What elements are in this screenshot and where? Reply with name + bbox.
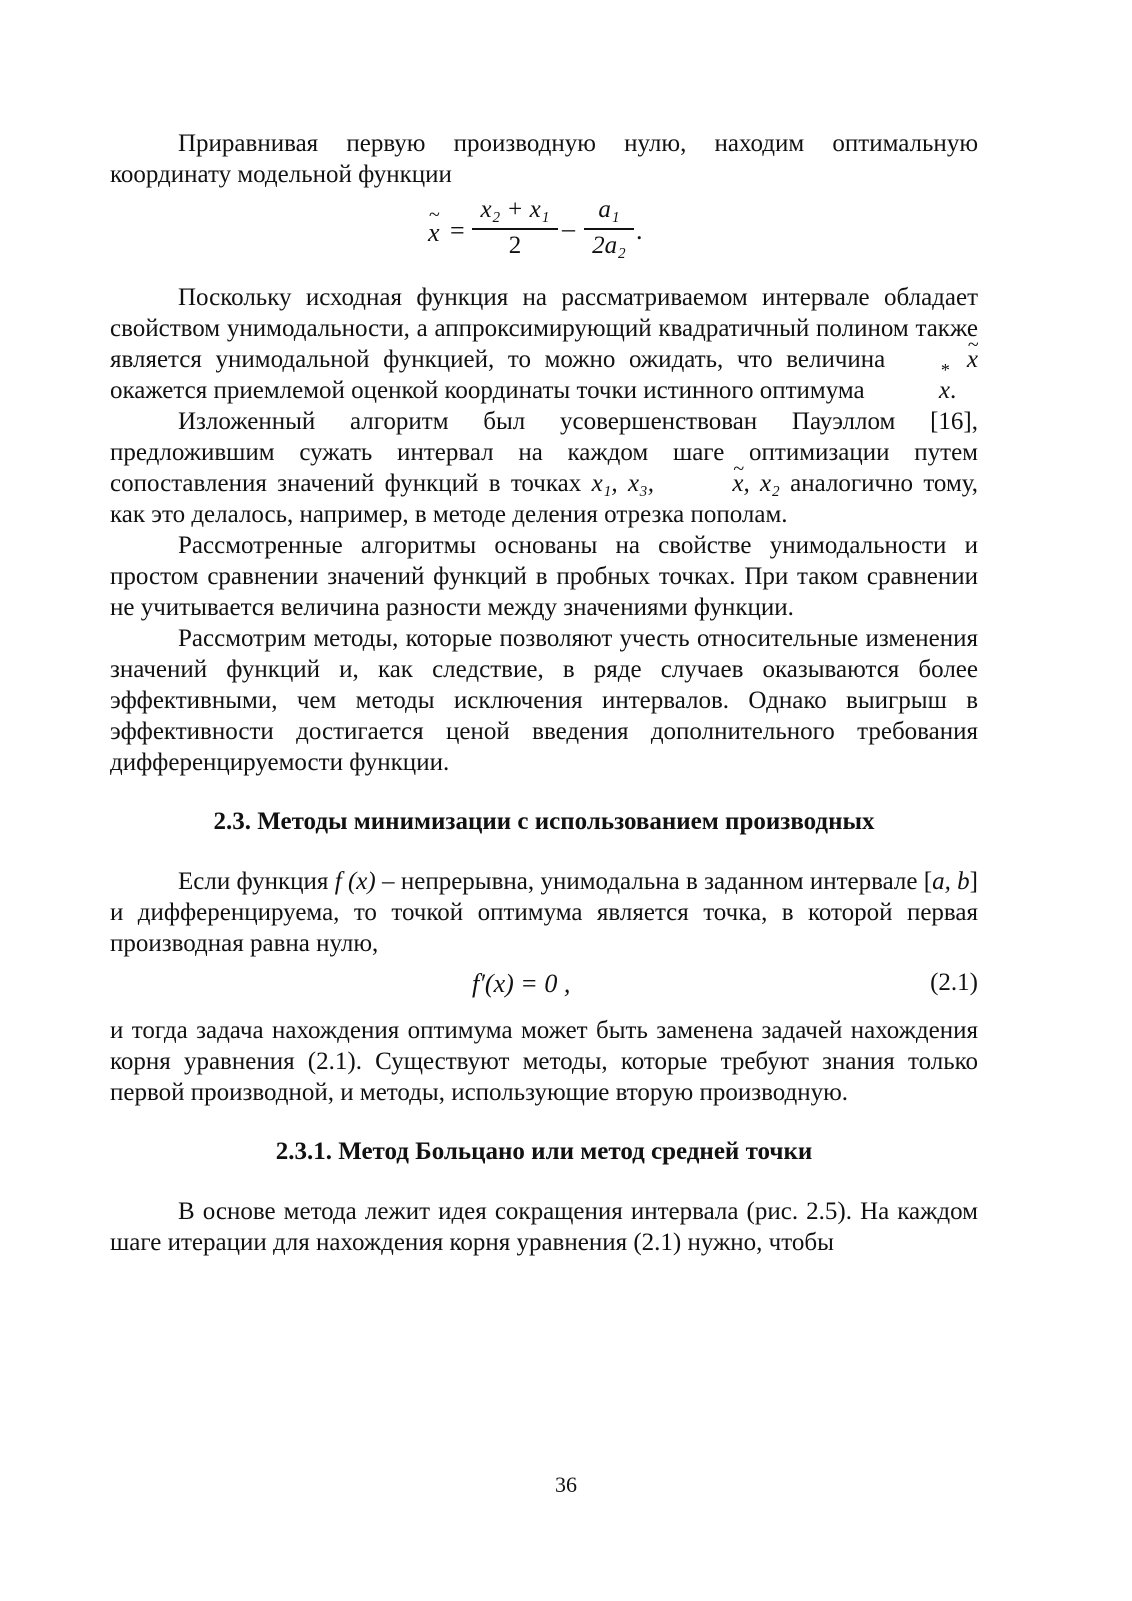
page-body xyxy=(110,128,978,1258)
paragraph-8: В основе метода лежит идея сокращения интервала (рис. 2.5). На каждом шаге итерации для нахождения корня уравнения (2.1) нужно, чтобы xyxy=(110,1198,978,1256)
formula-fraction-line-2 xyxy=(584,228,634,230)
paragraph-6-part-a: Если функция xyxy=(178,868,329,895)
equation-body: f′(x) = 0 , xyxy=(472,969,571,998)
paragraph-3 xyxy=(110,406,978,530)
paragraph-2-part-a: Поскольку исходная функция на рассматриваемом интервале обладает свойством унимодальности, а аппроксимирующий квадратичный полином также является унимодальной функцией, то можно ожидать, что величина xyxy=(110,284,978,373)
paragraph-2-part-b: окажется приемлемой оценкой координаты точки истинного оптимума xyxy=(110,377,865,404)
paragraph-1: Приравнивая первую производную нулю, находим оптимальную координату модельной функции xyxy=(110,130,978,188)
equation-2-1 xyxy=(110,959,978,1009)
paragraph-7: и тогда задача нахождения оптимума может быть заменена задачей нахождения корня уравнения (2.1). Существуют методы, которые требуют знания только первой производной, и методы, использующие вторую производную. xyxy=(110,1017,978,1106)
formula-minus: – xyxy=(562,214,575,243)
section-heading-2-3-1: 2.3.1. Метод Больцано или метод средней точки xyxy=(275,1138,813,1165)
x-tilde-var: ~ x xyxy=(899,344,978,375)
page-number: 36 xyxy=(555,1472,577,1497)
paragraph-2 xyxy=(110,282,978,406)
formula-num1: x₂ + x₁ xyxy=(480,196,550,223)
paragraph-6-part-b: – непрерывна, унимодальна в заданном интервале [ xyxy=(382,868,933,895)
paragraph-5: Рассмотрим методы, которые позволяют учесть относительные изменения значений функций и, как следствие, в ряде случаев оказываются более эффективными, чем методы исключения интервалов. Однако выигрыш в эффективности достигается ценой введения дополнительного требования дифференцируемости функции. xyxy=(110,625,978,776)
paragraph-6 xyxy=(110,866,978,959)
formula-fraction-line-1 xyxy=(472,228,558,230)
paragraph-6-part-c: ] и дифференцируема, то точкой оптимума является точка, в которой первая производная равна нулю, xyxy=(110,868,978,957)
paragraph-2-part-c: . xyxy=(949,377,957,404)
point-x2: , x₂ xyxy=(743,470,780,497)
formula-den1: 2 xyxy=(508,232,522,259)
section-heading-2-3: 2.3. Методы минимизации с использованием производных xyxy=(213,808,875,835)
function-f-x: f (x) xyxy=(334,868,376,895)
equation-number: (2.1) xyxy=(930,969,978,996)
formula-x-tilde xyxy=(110,190,978,274)
x-star-var: * x xyxy=(871,375,950,406)
paragraph-3-part-b: аналогично тому, как это делалось, например, в методе деления отрезка пополам. xyxy=(110,470,979,528)
formula-den2: 2a₂ xyxy=(592,232,626,259)
paragraph-3-part-a: Изложенный алгоритм был усовершенствован Пауэллом [16], предложившим сужать интервал на каждом шаге оптимизации путем сопоставления значений функций в точках xyxy=(110,408,978,497)
formula-eq: = xyxy=(450,216,465,245)
interval-a-b: a, b xyxy=(932,868,970,895)
point-x-tilde: ~ x xyxy=(664,468,743,499)
formula-num2: a₁ xyxy=(598,196,620,223)
points-x1-x3: x₁, x₃, xyxy=(591,470,654,497)
formula-dot: . xyxy=(636,216,643,245)
paragraph-4: Рассмотренные алгоритмы основаны на свойстве унимодальности и простом сравнении значений функций в пробных точках. При таком сравнении не учитывается величина разности между значениями функции. xyxy=(110,532,978,621)
formula-lhs: ~ x xyxy=(428,218,440,248)
